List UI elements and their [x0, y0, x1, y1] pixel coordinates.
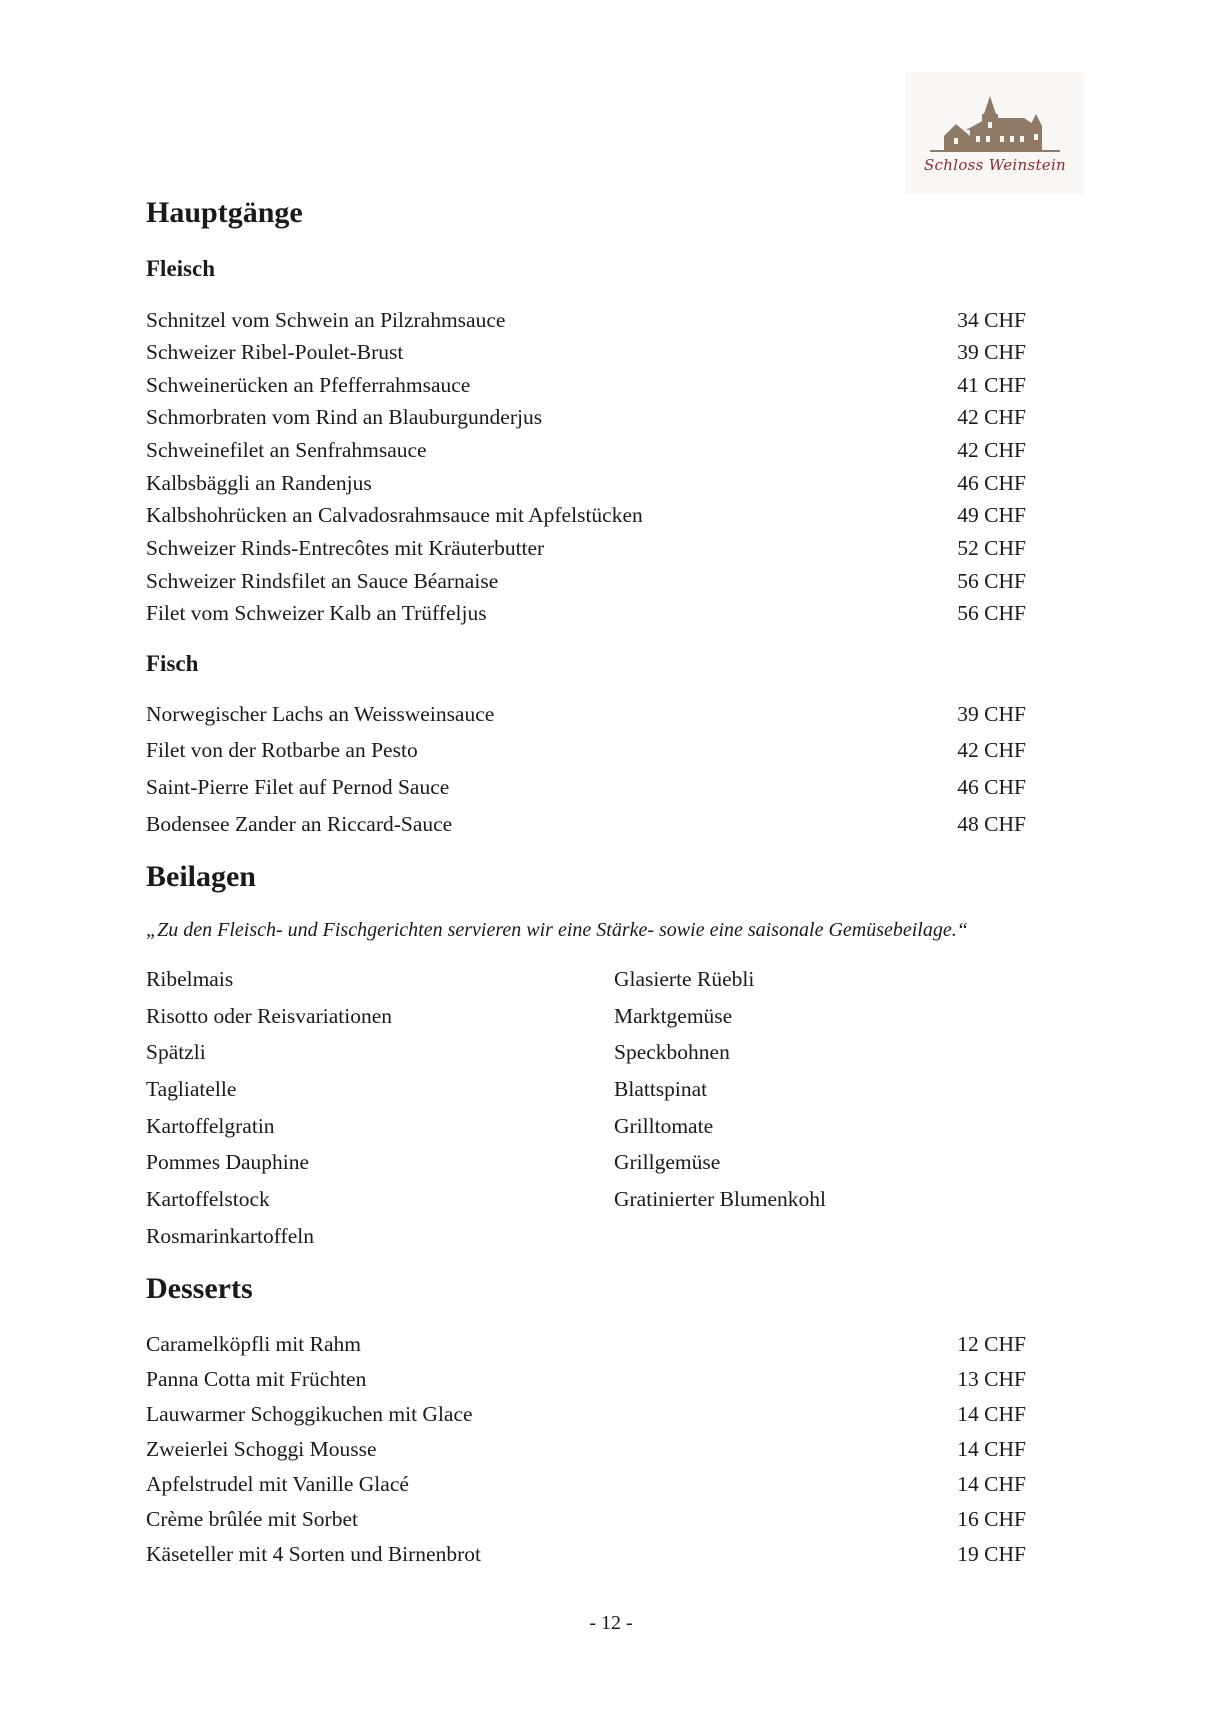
side-item: Glasierte Rüebli — [614, 967, 755, 991]
dish-price: 46 CHF — [957, 471, 1026, 495]
dish-price: 42 CHF — [957, 405, 1026, 429]
page-number: - 12 - — [589, 1612, 633, 1634]
dish-name: Zweierlei Schoggi Mousse — [146, 1437, 377, 1461]
side-item: Pommes Dauphine — [146, 1150, 310, 1174]
menu-row — [146, 1539, 1026, 1569]
dish-name: Schmorbraten vom Rind an Blauburgunderjus — [146, 405, 543, 429]
menu-row — [146, 1399, 1026, 1429]
menu-row — [146, 500, 1026, 530]
dish-name: Kalbshohrücken an Calvadosrahmsauce mit Apfelstücken — [146, 503, 643, 527]
menu-row — [146, 772, 1026, 802]
menu-row — [146, 468, 1026, 498]
dish-name: Panna Cotta mit Früchten — [146, 1367, 367, 1391]
side-item: Ribelmais — [146, 967, 234, 991]
dish-price: 39 CHF — [957, 340, 1026, 364]
dish-name: Bodensee Zander an Riccard-Sauce — [146, 812, 453, 836]
dish-name: Apfelstrudel mit Vanille Glacé — [146, 1472, 409, 1496]
menu-row — [146, 402, 1026, 432]
dish-price: 42 CHF — [957, 438, 1026, 462]
dish-name: Filet von der Rotbarbe an Pesto — [146, 738, 418, 762]
dish-price: 56 CHF — [957, 601, 1026, 625]
desserts-heading: Desserts — [146, 1272, 253, 1305]
menu-row — [146, 337, 1026, 367]
menu-row — [146, 1434, 1026, 1464]
meat-heading: Fleisch — [146, 256, 215, 281]
side-item: Kartoffelstock — [146, 1187, 270, 1211]
menu-row — [146, 598, 1026, 628]
dish-price: 49 CHF — [957, 503, 1026, 527]
dish-price: 34 CHF — [957, 308, 1026, 332]
dish-price: 16 CHF — [957, 1507, 1026, 1531]
castle-icon — [926, 90, 1064, 156]
menu-row — [146, 435, 1026, 465]
dish-name: Lauwarmer Schoggikuchen mit Glace — [146, 1402, 473, 1426]
dish-name: Filet vom Schweizer Kalb an Trüffeljus — [146, 601, 487, 625]
side-item: Spätzli — [146, 1040, 206, 1064]
dish-price: 13 CHF — [957, 1367, 1026, 1391]
dish-price: 14 CHF — [957, 1402, 1026, 1426]
side-item: Marktgemüse — [614, 1004, 733, 1028]
menu-row — [146, 1504, 1026, 1534]
side-item: Blattspinat — [614, 1077, 708, 1101]
dish-name: Caramelköpfli mit Rahm — [146, 1332, 361, 1356]
side-item: Grillgemüse — [614, 1150, 721, 1174]
sides-heading: Beilagen — [146, 860, 256, 893]
dish-name: Schweizer Rinds-Entrecôtes mit Kräuterbutter — [146, 536, 545, 560]
menu-row — [146, 699, 1026, 729]
dish-name: Saint-Pierre Filet auf Pernod Sauce — [146, 775, 450, 799]
dish-price: 56 CHF — [957, 569, 1026, 593]
dish-price: 46 CHF — [957, 775, 1026, 799]
side-item: Grilltomate — [614, 1114, 714, 1138]
menu-row — [146, 809, 1026, 839]
dish-name: Käseteller mit 4 Sorten und Birnenbrot — [146, 1542, 481, 1566]
dish-price: 14 CHF — [957, 1472, 1026, 1496]
dish-price: 52 CHF — [957, 536, 1026, 560]
side-item: Risotto oder Reisvariationen — [146, 1004, 393, 1028]
dish-name: Norwegischer Lachs an Weissweinsauce — [146, 702, 495, 726]
dish-name: Kalbsbäggli an Randenjus — [146, 471, 372, 495]
sides-note: „Zu den Fleisch- und Fischgerichten servieren wir eine Stärke- sowie eine saisonale Gemüsebeilage.“ — [146, 919, 968, 941]
menu-row — [146, 1364, 1026, 1394]
dish-price: 41 CHF — [957, 373, 1026, 397]
menu-row — [146, 566, 1026, 596]
dish-name: Schweizer Rindsfilet an Sauce Béarnaise — [146, 569, 499, 593]
dish-name: Schweinerücken an Pfefferrahmsauce — [146, 373, 471, 397]
menu-row — [146, 1329, 1026, 1359]
dish-price: 48 CHF — [957, 812, 1026, 836]
dish-price: 39 CHF — [957, 702, 1026, 726]
dish-price: 42 CHF — [957, 738, 1026, 762]
side-item: Kartoffelgratin — [146, 1114, 275, 1138]
menu-row — [146, 533, 1026, 563]
dish-name: Schweinefilet an Senfrahmsauce — [146, 438, 427, 462]
logo-text: Schloss Weinstein — [923, 156, 1067, 174]
side-item: Gratinierter Blumenkohl — [614, 1187, 826, 1211]
side-item: Tagliatelle — [146, 1077, 237, 1101]
dish-price: 12 CHF — [957, 1332, 1026, 1356]
dish-name: Schweizer Ribel-Poulet-Brust — [146, 340, 404, 364]
dish-price: 14 CHF — [957, 1437, 1026, 1461]
menu-row — [146, 370, 1026, 400]
main-courses-heading: Hauptgänge — [146, 196, 303, 229]
restaurant-logo — [906, 72, 1084, 194]
fish-heading: Fisch — [146, 651, 199, 676]
dish-name: Schnitzel vom Schwein an Pilzrahmsauce — [146, 308, 506, 332]
dish-price: 19 CHF — [957, 1542, 1026, 1566]
side-item: Speckbohnen — [614, 1040, 730, 1064]
dish-name: Crème brûlée mit Sorbet — [146, 1507, 358, 1531]
menu-row — [146, 1469, 1026, 1499]
side-item: Rosmarinkartoffeln — [146, 1224, 314, 1248]
menu-row — [146, 305, 1026, 335]
menu-row — [146, 735, 1026, 765]
